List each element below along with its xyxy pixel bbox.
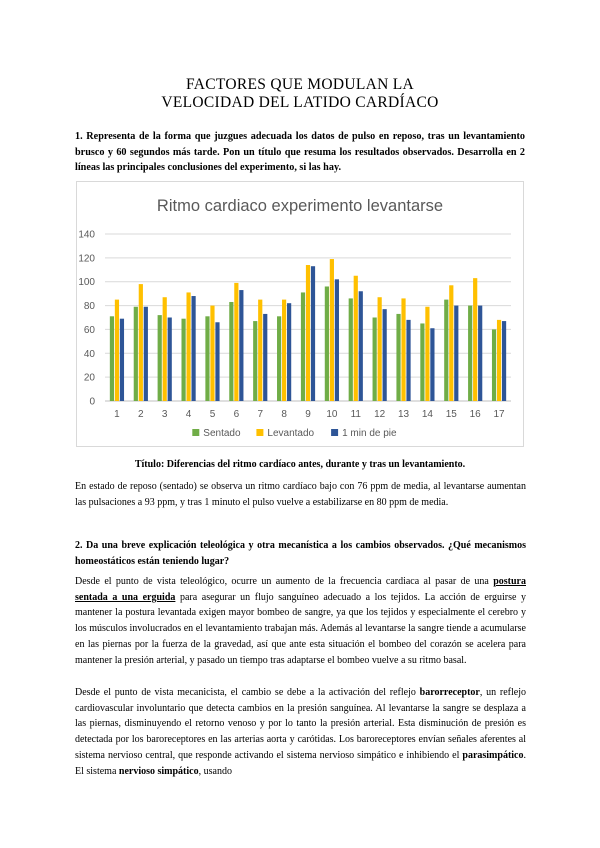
bar-sentado bbox=[373, 318, 377, 402]
bar-1-min-de-pie bbox=[191, 296, 195, 401]
y-tick-label: 20 bbox=[83, 372, 95, 384]
heart-rate-chart bbox=[76, 181, 524, 447]
x-tick-label: 10 bbox=[326, 409, 338, 420]
question-1: 1. Representa de la forma que juzgues adecuada los datos de pulso en reposo, tras un levantamiento brusco y 60 segundos más tarde. Pon un título que resuma los resultados observados. Desarrolla en 2 líneas las principales conclusiones del experimento, si las hay. bbox=[75, 131, 525, 173]
teleological-paragraph bbox=[75, 574, 526, 668]
bar-levantado bbox=[163, 297, 167, 401]
bar-levantado bbox=[425, 307, 429, 401]
x-tick-label: 1 bbox=[114, 409, 120, 420]
bar-levantado bbox=[354, 276, 358, 401]
bar-levantado bbox=[378, 297, 382, 401]
chart-title: Ritmo cardiaco experimento levantarse bbox=[156, 197, 444, 215]
bar-sentado bbox=[134, 307, 138, 401]
bar-1-min-de-pie bbox=[502, 321, 506, 401]
bar-sentado bbox=[205, 316, 209, 401]
bar-levantado bbox=[234, 283, 238, 401]
bar-sentado bbox=[349, 298, 353, 401]
text-run: , usando bbox=[198, 765, 232, 777]
bar-1-min-de-pie bbox=[168, 318, 172, 402]
x-tick-label: 3 bbox=[161, 409, 168, 420]
text-run: , un reflejo cardiovascular involuntario que detecta cambios en la presión sanguínea. Al levantarse la sangre se desplaza a las piernas, disminuyendo el retorno venoso y por lo tanto la presión arterial. Esta disminución de presión es detectada por los baroreceptores en las arterias aorta y carótidas. Los baroreceptores envían señales aferentes al sistema nervioso central, que responde activando el sistema nervioso simpático e inhibiendo el bbox=[75, 687, 527, 761]
bar-1-min-de-pie bbox=[144, 307, 148, 401]
x-tick-label: 5 bbox=[209, 409, 216, 420]
legend-swatch bbox=[256, 429, 263, 436]
bar-1-min-de-pie bbox=[263, 314, 267, 401]
text-run: Desde el punto de vista teleológico, ocurre un aumento de la frecuencia cardiaca al pasar de una bbox=[75, 576, 494, 587]
bar-sentado bbox=[444, 300, 448, 401]
bar-levantado bbox=[449, 285, 453, 401]
bar-1-min-de-pie bbox=[359, 291, 363, 401]
bar-sentado bbox=[420, 323, 424, 401]
bar-1-min-de-pie bbox=[454, 306, 458, 401]
bar-sentado bbox=[277, 316, 281, 401]
legend-label: Levantado bbox=[267, 428, 315, 439]
x-tick-label: 15 bbox=[445, 409, 457, 420]
chart-svg bbox=[77, 182, 523, 446]
legend-label: Sentado bbox=[203, 428, 241, 439]
bar-levantado bbox=[473, 278, 477, 401]
x-tick-label: 7 bbox=[257, 409, 264, 420]
bar-levantado bbox=[306, 265, 310, 401]
x-tick-label: 4 bbox=[185, 409, 192, 420]
emphasis-sympathetic: nervioso simpático bbox=[118, 765, 199, 777]
bar-1-min-de-pie bbox=[239, 290, 243, 401]
bar-1-min-de-pie bbox=[430, 328, 434, 401]
bar-sentado bbox=[253, 321, 257, 401]
bar-1-min-de-pie bbox=[120, 319, 124, 401]
bar-sentado bbox=[325, 286, 329, 401]
bar-1-min-de-pie bbox=[478, 306, 482, 401]
legend-swatch bbox=[331, 429, 338, 436]
bar-sentado bbox=[396, 314, 400, 401]
bar-levantado bbox=[186, 292, 190, 401]
text-run: para asegurar un flujo sanguíneo adecuado a los tejidos. La acción de erguirse y mantener la postura levantada exigen mayor bombeo de sangre, ya que los tejidos y especialmente el cerebro y los músculos involucrados en el levantamiento trabajan más. Además al levantarse la sangre tiende a acumularse en las piernas por la fuerza de la gravedad, así que ante esta situación el bombeo del corazón se acelera para mantener la presión arterial, y pasado un tiempo tras adaptarse el bombeo vuelve a su ritmo basal. bbox=[75, 591, 527, 666]
bar-levantado bbox=[497, 320, 501, 401]
y-tick-label: 0 bbox=[89, 396, 95, 408]
y-tick-label: 60 bbox=[83, 324, 95, 336]
y-tick-label: 120 bbox=[78, 253, 95, 265]
bar-sentado bbox=[110, 316, 114, 401]
bar-sentado bbox=[158, 315, 162, 401]
x-tick-label: 14 bbox=[421, 409, 433, 420]
bar-levantado bbox=[210, 306, 214, 401]
bar-levantado bbox=[330, 259, 334, 401]
y-tick-label: 100 bbox=[78, 277, 95, 289]
bar-1-min-de-pie bbox=[311, 266, 315, 401]
bar-1-min-de-pie bbox=[406, 320, 410, 401]
bar-levantado bbox=[401, 298, 405, 401]
conclusion-paragraph: En estado de reposo (sentado) se observa un ritmo cardíaco bajo con 76 ppm de media, al levantarse aumentan las pulsaciones a 93 ppm, y tras 1 minuto el pulso vuelve a estabilizarse en 80 ppm de media. bbox=[75, 481, 526, 508]
x-tick-label: 8 bbox=[281, 409, 287, 420]
x-tick-label: 17 bbox=[493, 409, 505, 420]
x-tick-label: 9 bbox=[305, 409, 311, 420]
emphasis-posture: postura sentada a una erguida bbox=[75, 576, 526, 603]
emphasis-parasympathetic: parasimpático bbox=[462, 749, 524, 761]
bar-sentado bbox=[229, 302, 233, 401]
x-tick-label: 13 bbox=[397, 409, 410, 420]
question-2: 2. Da una breve explicación teleológica y otra mecanística a los cambios observados. ¿Qué mecanismos homeostáticos están teniendo lugar? bbox=[75, 540, 526, 567]
emphasis-baroreceptor: barorreceptor bbox=[419, 687, 480, 698]
bar-1-min-de-pie bbox=[383, 309, 387, 401]
x-tick-label: 16 bbox=[469, 409, 481, 420]
bar-levantado bbox=[282, 300, 286, 401]
chart-caption: Título: Diferencias del ritmo cardíaco antes, durante y tras un levantamiento. bbox=[134, 459, 466, 470]
document-title-line2: VELOCIDAD DEL LATIDO CARDÍACO bbox=[161, 94, 439, 111]
x-tick-label: 12 bbox=[374, 409, 386, 420]
x-tick-label: 2 bbox=[138, 409, 144, 420]
bar-levantado bbox=[258, 300, 262, 401]
y-tick-label: 40 bbox=[83, 348, 95, 360]
bar-levantado bbox=[115, 300, 119, 401]
legend-swatch bbox=[192, 429, 199, 436]
text-run: Desde el punto de vista mecanicista, el cambio se debe a la activación del reflejo bbox=[75, 687, 420, 698]
x-tick-label: 11 bbox=[350, 409, 361, 420]
document-title-line1: FACTORES QUE MODULAN LA bbox=[185, 76, 415, 93]
bar-1-min-de-pie bbox=[215, 322, 219, 401]
bar-sentado bbox=[468, 306, 472, 401]
bar-levantado bbox=[139, 284, 143, 401]
bar-sentado bbox=[492, 329, 496, 401]
bar-1-min-de-pie bbox=[287, 303, 291, 401]
bar-1-min-de-pie bbox=[335, 279, 339, 401]
y-tick-label: 80 bbox=[83, 301, 95, 313]
legend-label: 1 min de pie bbox=[342, 428, 397, 439]
x-tick-label: 6 bbox=[233, 409, 240, 420]
text-run: . El sistema bbox=[75, 749, 526, 777]
bar-sentado bbox=[181, 319, 185, 401]
mechanistic-paragraph bbox=[75, 685, 526, 779]
y-tick-label: 140 bbox=[78, 229, 95, 241]
bar-sentado bbox=[301, 292, 305, 401]
